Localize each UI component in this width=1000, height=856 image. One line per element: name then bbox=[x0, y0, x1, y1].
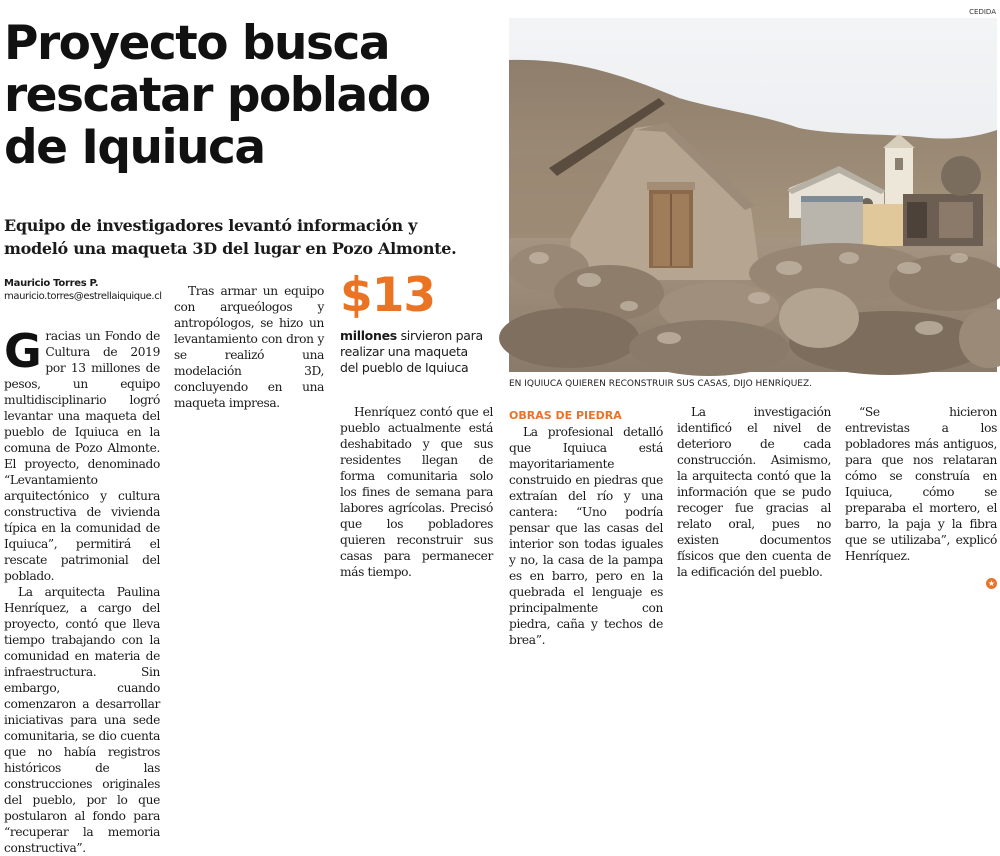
highlight-line-text: sirvieron para bbox=[396, 328, 483, 343]
body-paragraph: La arquitecta Paulina Henríquez, a cargo del proyecto, contó que lleva tiempo trabajando con la comunidad en materia de infraestructura. Sin embargo, cuando comenzaron a desarrollar iniciativas para una sede comunitaria, se dio cuenta que no había registros históricos de las construcciones originales del pueblo, por lo que postularon al fondo para “recuperar la memoria constructiva”. bbox=[4, 585, 160, 855]
body-column-3 bbox=[340, 404, 493, 594]
photo-credit: CEDIDA bbox=[969, 8, 996, 16]
highlight-line: del pueblo de Iquiuca bbox=[340, 360, 469, 375]
highlight-figure: $13 bbox=[340, 268, 436, 323]
body-paragraph: Henríquez contó que el pueblo actualmente está deshabitado y que sus residentes llegan de forma comunitaria solo los fines de semana para labores agrícolas. Precisó que los pobladores quieren reconstruir sus casas para permanecer más tiempo. bbox=[340, 405, 493, 579]
drop-cap: G bbox=[4, 324, 42, 378]
body-column-5 bbox=[677, 404, 831, 594]
headline-line: rescatar poblado bbox=[4, 68, 430, 123]
body-column-1 bbox=[4, 324, 160, 855]
byline bbox=[4, 277, 164, 303]
highlight-line bbox=[340, 328, 500, 344]
body-paragraph: “Se hicieron entrevistas a los pobladores más antiguos, para que nos relataran cómo se construía en Iquiuca, cómo se preparaba el mortero, el barro, la paja y la fibra que se utilizaba”, explicó Henríquez. bbox=[845, 405, 997, 563]
body-column-4 bbox=[509, 404, 663, 647]
photo-caption: EN IQUIUCA QUIEREN RECONSTRUIR SUS CASAS, DIJO HENRÍQUEZ. bbox=[509, 379, 813, 389]
headline bbox=[4, 18, 499, 174]
star-icon: ★ bbox=[987, 579, 996, 588]
paragraph-text: racias un Fondo de Cultura de 2019 por 13 millones de pesos, un equipo multidisciplinario logró levantar una maqueta del pueblo de Iquiuca en la comuna de Pozo Almonte. bbox=[4, 329, 160, 455]
body-paragraph: La profesional detalló que Iquiuca está mayoritariamente construido en piedras que extraían del río y una cantera: “Uno podría pensar que las casas del interior son todas iguales y no, la casa de la pampa es en barro, pero en la quebrada el lenguaje es principalmente con piedra, caña y techos de brea”. bbox=[509, 425, 663, 647]
paragraph-text: El proyecto, denominado “Levantamiento arquitectónico y cultura constructiva de vivienda típica en la comunidad de Iquiuca”, permitirá el rescate patrimonial del poblado. bbox=[4, 457, 160, 583]
highlight-text bbox=[340, 328, 500, 376]
section-title: OBRAS DE PIEDRA bbox=[509, 409, 622, 422]
ruined-village-illustration bbox=[509, 18, 997, 372]
subheadline-line: modeló una maqueta 3D del lugar en Pozo Almonte. bbox=[4, 239, 457, 258]
article-photo bbox=[509, 18, 997, 372]
body-paragraph bbox=[4, 324, 160, 584]
author-email[interactable]: mauricio.torres@estrellaiquique.cl bbox=[4, 291, 162, 302]
subheadline bbox=[4, 214, 499, 260]
highlight-bold: millones bbox=[340, 328, 397, 343]
shrub bbox=[941, 156, 981, 196]
highlight-line: realizar una maqueta bbox=[340, 344, 468, 359]
headline-line: de Iquiuca bbox=[4, 120, 265, 175]
body-column-2 bbox=[174, 283, 324, 594]
body-column-6 bbox=[845, 404, 997, 580]
body-paragraph: Tras armar un equipo con arqueólogos y antropólogos, se hizo un levantamiento con dron y se realizó una modelación 3D, concluyendo en una maqueta impresa. bbox=[174, 284, 324, 410]
subheadline-line: Equipo de investigadores levantó información y bbox=[4, 216, 418, 235]
author-name: Mauricio Torres P. bbox=[4, 278, 99, 289]
body-paragraph: La investigación identificó el nivel de deterioro de cada construcción. Asimismo, la arquitecta contó que la información que se pudo recoger fue gracias al relato oral, pues no existen documentos físicos que den cuenta de la edificación del pueblo. bbox=[677, 405, 831, 579]
headline-line: Proyecto busca bbox=[4, 16, 390, 71]
